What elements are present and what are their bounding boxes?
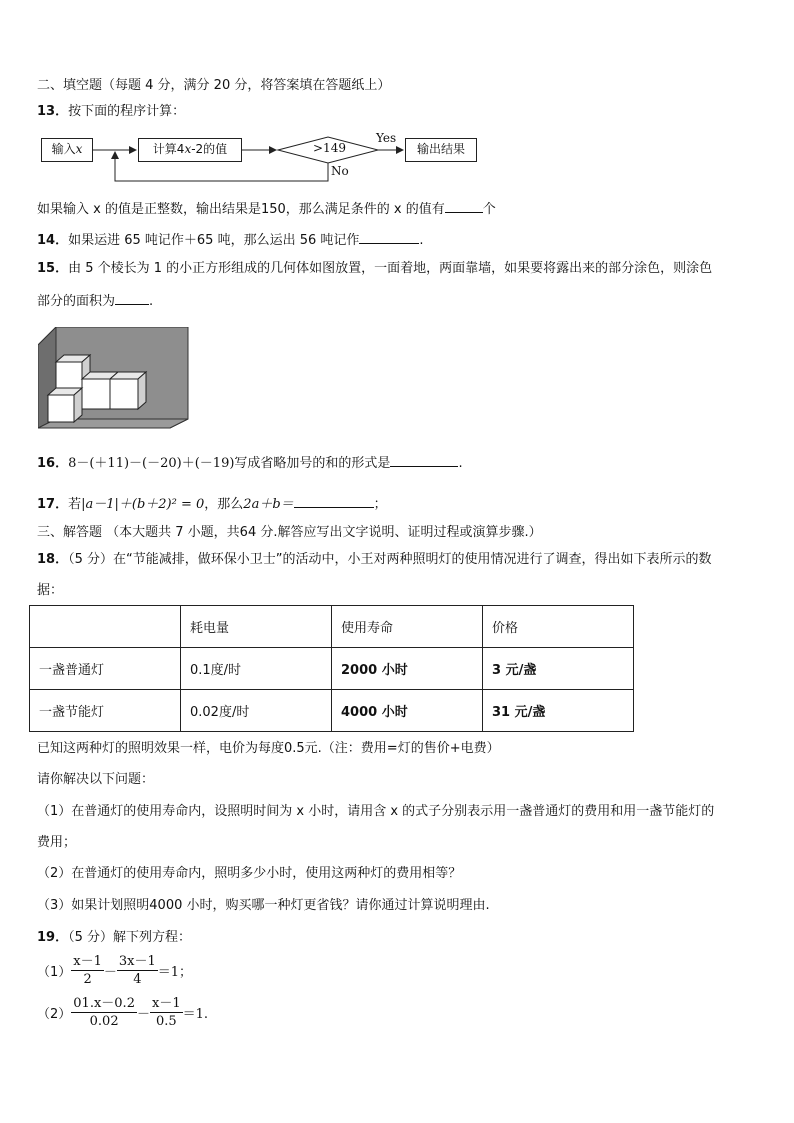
q19-equation-1: （1） $\frac{x-1}{2}$ － $\frac{3x-1}{4}$ ＝1； <box>37 954 193 987</box>
table-cell: 0.1度/时 <box>181 648 332 690</box>
q15-line2: 部分的面积为 . <box>37 290 153 311</box>
q13-answer-blank[interactable] <box>445 198 483 213</box>
table-cell: 4000 小时 <box>332 690 483 732</box>
q18-line2: 据： <box>37 583 64 598</box>
fraction: $\frac{x-1}{2}$ <box>73 954 102 987</box>
q13-body: 如果输入 x 的值是正整数，输出结果是150，那么满足条件的 x 的值有 个 <box>37 198 496 219</box>
q18-ask: 请你解决以下问题： <box>37 772 155 787</box>
flow-condition: >149 <box>313 141 346 155</box>
q18-part3: （3）如果计划照明4000 小时，购买哪一种灯更省钱？请你通过计算说明理由. <box>37 898 490 913</box>
q18-part1-line1: （1）在普通灯的使用寿命内，设照明时间为 x 小时，请用含 x 的式子分别表示用一盏普通灯的费用和用一盏节能灯的 <box>37 804 715 819</box>
section2-heading: 二、填空题（每题 4 分，满分 20 分，将答案填在答题纸上） <box>37 78 391 93</box>
fraction: $\frac{01.x-0.2}{0.02}$ <box>73 996 135 1029</box>
q17-condition: |a－1|＋(b＋2)² = 0 <box>81 497 205 512</box>
table-header-cell: 耗电量 <box>181 606 332 648</box>
table-cell: 一盏普通灯 <box>30 648 181 690</box>
q15-line1: 15．由 5 个棱长为 1 的小正方形组成的几何体如图放置，一面着地，两面靠墙，如果要将露出来的部分涂色，则涂色 <box>37 261 713 276</box>
table-header-cell <box>30 606 181 648</box>
flow-calc-box: 计算4x-2的值 <box>138 138 242 162</box>
table-header-cell: 使用寿命 <box>332 606 483 648</box>
q19-equation-2: （2） $\frac{01.x-0.2}{0.02}$ － $\frac{x-1}{0.5}$ ＝1. <box>37 996 208 1029</box>
q15-answer-blank[interactable] <box>115 290 149 305</box>
table-row <box>30 690 634 732</box>
flow-connectors <box>0 0 794 200</box>
q18-part2: （2）在普通灯的使用寿命内，照明多少小时，使用这两种灯的费用相等？ <box>37 866 462 881</box>
flow-yes: Yes <box>376 131 397 145</box>
table-header-row <box>30 606 634 648</box>
q13-label: 13． <box>37 104 69 119</box>
flow-no: No <box>331 164 349 178</box>
table-row <box>30 648 634 690</box>
q18-line1: 18．（5 分）在“节能减排，做环保小卫士”的活动中，小王对两种照明灯的使用情况进行了调查，得出如下表所示的数 <box>37 552 712 567</box>
q17-answer-blank[interactable] <box>294 493 374 508</box>
table-cell: 一盏节能灯 <box>30 690 181 732</box>
flow-output-box: 输出结果 <box>405 138 477 162</box>
q14-answer-blank[interactable] <box>359 229 419 244</box>
table-header-cell: 价格 <box>483 606 634 648</box>
q17-expr: 2a＋b＝ <box>243 497 294 512</box>
q14: 14．如果运进 65 吨记作＋65 吨，那么运出 56 吨记作 . <box>37 229 424 250</box>
fraction: $\frac{3x-1}{4}$ <box>118 954 156 987</box>
cube-figure <box>38 327 190 429</box>
fraction: $\frac{x-1}{0.5}$ <box>151 996 181 1029</box>
q18-note: 已知这两种灯的照明效果一样，电价为每度0.5元.（注：费用=灯的售价+电费） <box>37 741 500 756</box>
q16-expression: 8－(＋11)－(－20)＋(－19) <box>68 456 235 471</box>
q16: 16．8－(＋11)－(－20)＋(－19)写成省略加号的和的形式是 . <box>37 452 463 473</box>
q17: 17．若|a－1|＋(b＋2)² = 0，那么2a＋b＝ ； <box>37 493 387 514</box>
q18-part1-line2: 费用； <box>37 835 77 850</box>
table-cell: 0.02度/时 <box>181 690 332 732</box>
section3-heading: 三、解答题 （本大题共 7 小题，共64 分.解答应写出文字说明、证明过程或演算步骤.） <box>37 525 542 540</box>
table-cell: 31 元/盏 <box>483 690 634 732</box>
q19-prompt: 19．（5 分）解下列方程： <box>37 930 191 945</box>
table-cell: 2000 小时 <box>332 648 483 690</box>
q13-text: 按下面的程序计算： <box>68 104 186 119</box>
q16-answer-blank[interactable] <box>390 452 458 467</box>
lamp-table <box>29 605 634 732</box>
flow-input-box: 输入x <box>41 138 93 162</box>
table-cell: 3 元/盏 <box>483 648 634 690</box>
